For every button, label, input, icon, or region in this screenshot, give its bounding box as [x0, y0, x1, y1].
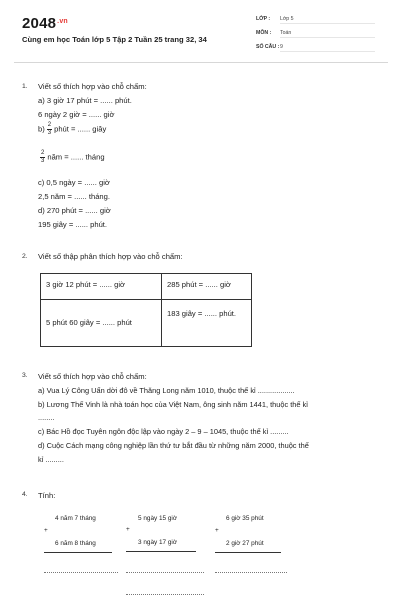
q3-d1: d) Cuộc Cách mạng công nghiệp lần thứ tư bắt đầu từ những năm 2000, thuộc thế	[38, 441, 309, 450]
calc1-bottom: 6 năm 8 tháng	[55, 540, 96, 547]
class-label: LỚP :	[256, 16, 271, 22]
q1-d2: 195 giây = ...... phút.	[38, 220, 108, 229]
table-cell: 3 giờ 12 phút = ...... giờ	[46, 280, 125, 289]
q3-prompt: Viết số thích hợp vào chỗ chấm:	[38, 372, 147, 381]
q1-a2: 6 ngày 2 giờ = ...... giờ	[38, 110, 115, 119]
fraction-numerator: 2	[47, 122, 52, 128]
calc3-top: 6 giờ 35 phút	[226, 515, 264, 522]
subject-label: MÔN :	[256, 30, 272, 36]
q1-c1: c) 0,5 ngày = ...... giờ	[38, 178, 110, 187]
q1-b2-fraction	[40, 150, 45, 165]
table-cell: 5 phút 60 giây = ...... phút	[46, 318, 132, 327]
count-label: SỐ CÂU :	[256, 44, 280, 50]
q2-prompt: Viết số thập phân thích hợp vào chỗ chấm:	[38, 252, 183, 261]
q1-number: 1.	[22, 83, 28, 90]
q3-b2: ........	[38, 413, 55, 422]
calc1-answer-line[interactable]	[44, 572, 118, 573]
class-value: Lớp 5	[280, 16, 375, 24]
calc2-answer-line[interactable]	[126, 572, 204, 573]
meta-count	[256, 44, 375, 52]
q1-prompt: Viết số thích hợp vào chỗ chấm:	[38, 82, 147, 91]
fraction-denominator: 3	[41, 158, 45, 164]
table-vertical-rule	[161, 274, 162, 346]
meta-class	[256, 16, 375, 24]
site-logo[interactable]: $2048^{.vn}$	[22, 15, 68, 32]
q1-b1-prefix: b)	[38, 124, 45, 134]
q1-b2-suffix: năm = ...... tháng	[47, 152, 105, 162]
q4-number: 4.	[22, 491, 28, 498]
calc2-top: 5 ngày 15 giờ	[138, 515, 178, 522]
calc3-plus: +	[215, 527, 219, 534]
count-value: 9	[280, 44, 375, 52]
q1-b1	[38, 122, 106, 137]
q2-table	[40, 273, 252, 347]
calc1-plus: +	[44, 527, 48, 534]
q3-d2: kỉ .........	[38, 455, 64, 464]
calc1-rule	[44, 552, 112, 553]
calc2-answer-line-2[interactable]	[126, 594, 204, 595]
calc2-rule	[126, 551, 196, 552]
header-divider	[14, 62, 388, 63]
q3-b1: b) Lương Thế Vinh là nhà toán học của Việt Nam, ông sinh năm 1441, thuộc thế kỉ	[38, 400, 308, 409]
q1-c2: 2,5 năm = ...... tháng.	[38, 192, 110, 201]
q3-a: a) Vua Lý Công Uẩn dời đô về Thăng Long năm 1010, thuộc thế kỉ ..................	[38, 386, 295, 395]
q4-prompt: Tính:	[38, 491, 56, 500]
table-cell: 183 giây = ...... phút.	[167, 309, 237, 318]
q1-d1: d) 270 phút = ...... giờ	[38, 206, 111, 215]
meta-subject	[256, 30, 375, 38]
calc3-rule	[215, 552, 281, 553]
table-horizontal-rule	[41, 299, 251, 300]
calc1-top: 4 năm 7 tháng	[55, 515, 96, 522]
subject-value: Toán	[280, 30, 375, 38]
table-cell: 285 phút = ...... giờ	[167, 280, 231, 289]
calc3-bottom: 2 giờ 27 phút	[226, 540, 264, 547]
q1-b2	[38, 150, 105, 165]
q1-b1-suffix: phút = ...... giây	[54, 124, 107, 134]
calc3-answer-line[interactable]	[215, 572, 287, 573]
fraction-denominator: 3	[47, 130, 52, 136]
q2-number: 2.	[22, 253, 28, 260]
q3-number: 3.	[22, 372, 28, 379]
q1-b1-fraction	[47, 122, 52, 137]
document-title: Cùng em học Toán lớp 5 Tập 2 Tuần 25 trang 32, 34	[22, 35, 207, 44]
calc2-plus: +	[126, 526, 130, 533]
q3-c: c) Bác Hồ đọc Tuyên ngôn độc lập vào ngày 2 – 9 – 1045, thuộc thế kỉ .........	[38, 427, 289, 436]
fraction-numerator: 2	[41, 150, 45, 156]
q1-a1: a) 3 giờ 17 phút = ...... phút.	[38, 96, 132, 105]
calc2-bottom: 3 ngày 17 giờ	[138, 539, 178, 546]
